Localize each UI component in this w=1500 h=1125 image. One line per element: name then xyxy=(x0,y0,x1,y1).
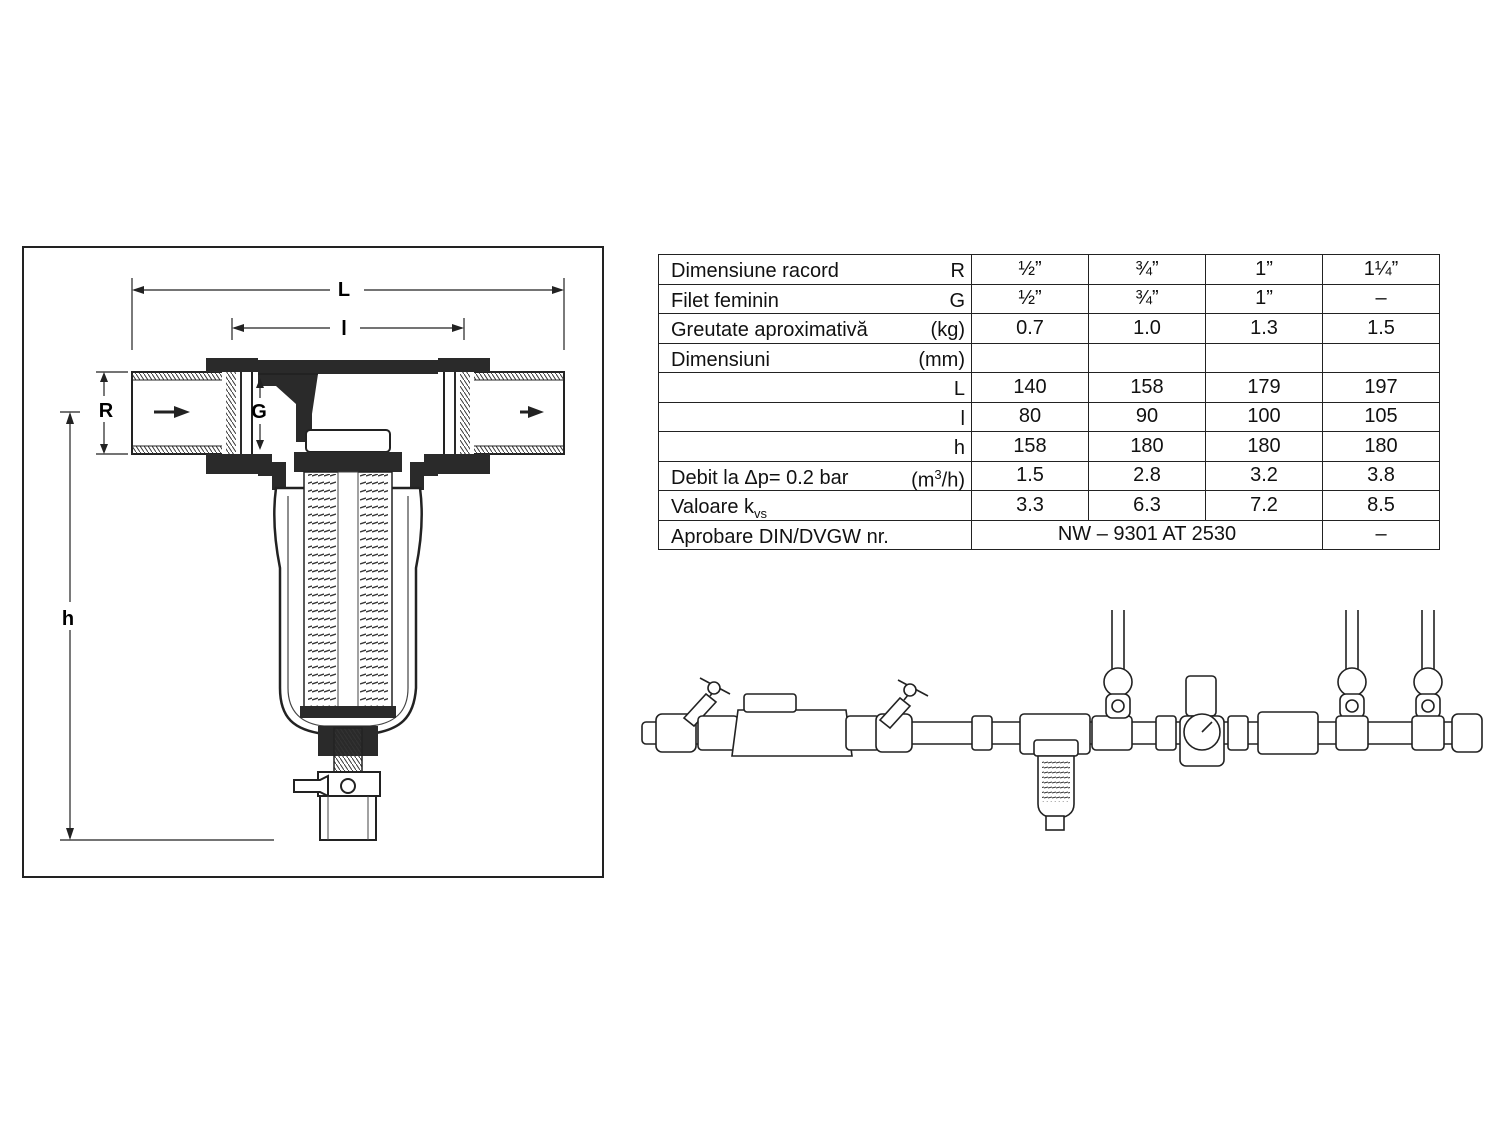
row-unit xyxy=(911,467,965,493)
table-row xyxy=(659,314,1440,344)
table-cell: 7.2 xyxy=(1206,491,1323,521)
dimension-h-label: h xyxy=(61,608,75,630)
dimension-L xyxy=(132,278,564,350)
branch-valve-1 xyxy=(1104,610,1132,718)
row-unit: (mm) xyxy=(918,348,965,371)
dimension-R-label: R xyxy=(98,400,114,422)
table-cell: 8.5 xyxy=(1323,491,1440,521)
table-cell: 180 xyxy=(1206,432,1323,462)
table-cell: 100 xyxy=(1206,402,1323,432)
table-row xyxy=(659,373,1440,403)
table-cell: 80 xyxy=(972,402,1089,432)
filter-unit xyxy=(1020,714,1090,830)
table-cell: 140 xyxy=(972,373,1089,403)
table-cell: 197 xyxy=(1323,373,1440,403)
table-row xyxy=(659,255,1440,285)
dimension-G xyxy=(251,378,267,450)
table-cell: – xyxy=(1323,520,1440,550)
row-label: Filet feminin xyxy=(671,289,779,312)
dimension-L-label: L xyxy=(337,279,351,301)
table-cell: 180 xyxy=(1089,432,1206,462)
table-cell: 6.3 xyxy=(1089,491,1206,521)
table-row-approval xyxy=(659,520,1440,550)
row-label: Debit la Δp= 0.2 bar xyxy=(671,466,849,489)
row-unit: l xyxy=(960,407,965,430)
table-cell: 3.2 xyxy=(1206,461,1323,491)
label-subscript: vs xyxy=(754,506,768,521)
table-row xyxy=(659,343,1440,373)
filter-drawing-frame xyxy=(22,246,604,878)
row-unit: h xyxy=(953,437,965,459)
table-cell xyxy=(1089,343,1206,373)
row-label: Aprobare DIN/DVGW nr. xyxy=(671,525,889,548)
table-cell: 105 xyxy=(1323,402,1440,432)
row-unit: (kg) xyxy=(930,319,965,341)
table-cell: 1” xyxy=(1206,255,1323,285)
table-row-debit xyxy=(659,461,1440,491)
table-cell: 1¼” xyxy=(1323,255,1440,285)
table-cell xyxy=(972,343,1089,373)
row-label xyxy=(671,496,767,521)
row-label: Greutate aproximativă xyxy=(671,319,868,341)
label-part: Valoare k xyxy=(671,496,755,518)
dimension-G-label: G xyxy=(251,401,267,423)
table-cell: ¾” xyxy=(1089,284,1206,314)
installation-diagram xyxy=(636,606,1486,836)
table-cell: 90 xyxy=(1089,402,1206,432)
table-cell: 1.0 xyxy=(1089,314,1206,344)
row-unit: L xyxy=(953,378,965,400)
pressure-reducer xyxy=(1180,676,1224,766)
table-cell: 2.8 xyxy=(1089,461,1206,491)
table-cell: ¾” xyxy=(1089,255,1206,285)
table-cell: 3.8 xyxy=(1323,461,1440,491)
table-cell: 158 xyxy=(1089,373,1206,403)
drain-valve xyxy=(294,772,380,840)
table-cell: – xyxy=(1323,284,1440,314)
table-cell: NW – 9301 AT 2530 xyxy=(972,520,1323,550)
table-cell: 1.5 xyxy=(1323,314,1440,344)
table-cell: 180 xyxy=(1323,432,1440,462)
table-cell: 1” xyxy=(1206,284,1323,314)
table-cell: ½” xyxy=(972,284,1089,314)
table-cell: ½” xyxy=(972,255,1089,285)
table-cell: 158 xyxy=(972,432,1089,462)
dimension-l xyxy=(232,318,464,340)
table-cell: 1.3 xyxy=(1206,314,1323,344)
table-cell: 179 xyxy=(1206,373,1323,403)
table-cell: 0.7 xyxy=(972,314,1089,344)
row-label: Dimensiuni xyxy=(671,348,770,371)
branch-valve-2 xyxy=(1336,610,1368,750)
dimension-h xyxy=(60,412,274,840)
row-unit: G xyxy=(949,289,965,312)
filter-bowl xyxy=(274,430,421,774)
outlet-pipe xyxy=(470,372,564,454)
row-unit: R xyxy=(950,260,965,282)
unit-superscript: 3 xyxy=(934,466,942,482)
table-cell xyxy=(1206,343,1323,373)
table-cell xyxy=(1323,343,1440,373)
table-cell: 1.5 xyxy=(972,461,1089,491)
dimension-l-label: l xyxy=(341,318,347,340)
table-row-kvs xyxy=(659,491,1440,521)
table-row xyxy=(659,284,1440,314)
unit-part: (m xyxy=(911,469,935,492)
branch-valve-3 xyxy=(1412,610,1444,750)
specification-table xyxy=(658,254,1440,550)
water-meter xyxy=(698,694,880,756)
table-row xyxy=(659,432,1440,462)
filter-cross-section-drawing xyxy=(24,248,602,876)
table-row xyxy=(659,402,1440,432)
table-cell: 3.3 xyxy=(972,491,1089,521)
row-label: Dimensiune racord xyxy=(671,260,839,282)
unit-part: /h) xyxy=(941,469,965,492)
dimension-R xyxy=(96,372,128,454)
